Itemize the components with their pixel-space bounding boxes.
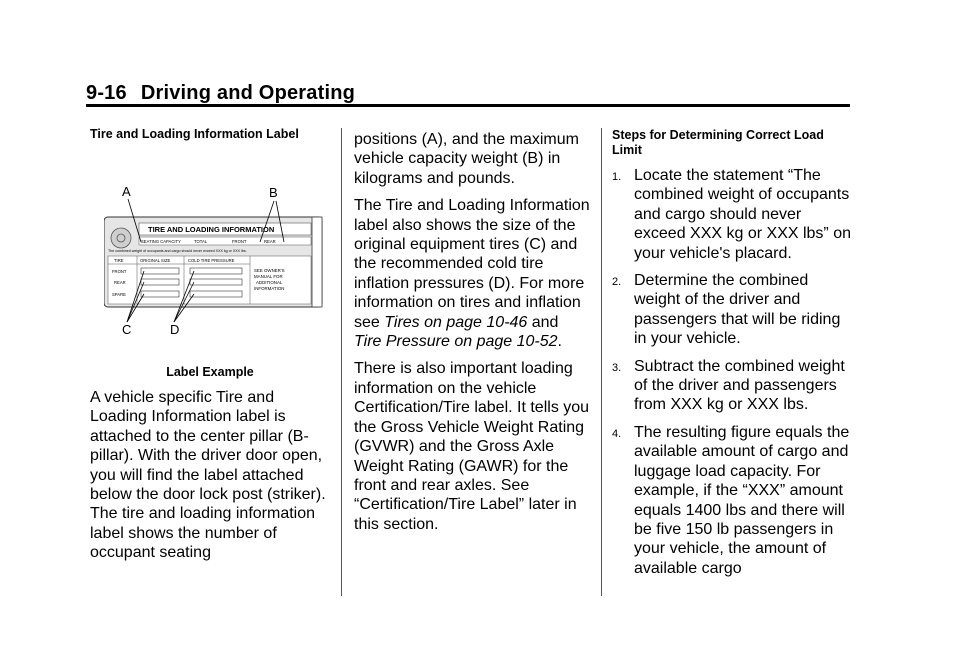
column-3 xyxy=(612,128,852,586)
tire-label-subhead: Tire and Loading Information Label xyxy=(90,127,299,141)
svg-text:TIRE: TIRE xyxy=(114,258,124,263)
column-1 xyxy=(90,127,330,142)
header-rule xyxy=(86,104,850,107)
svg-text:ORIGINAL SIZE: ORIGINAL SIZE xyxy=(140,258,171,263)
tire-label-figure xyxy=(104,180,334,340)
col2-paragraph-2: The Tire and Loading Information label also shows the size of the original equipment tires (C) and the recommended cold tire inflation pressures (D). For more information on tires and inflation see Tires on page 10-46 and Tire Pressure on page 10-52. xyxy=(354,197,590,351)
col2-paragraph-3: There is also important loading information on the vehicle Certification/Tire label. It tells you the Gross Vehicle Weight Rating (GVWR) and the Gross Axle Weight Rating (GAWR) for the front and rear axles. See “Certification/Tire Label” later in this section. xyxy=(354,360,590,533)
label-title: TIRE AND LOADING INFORMATION xyxy=(148,225,275,234)
page-number: 9-16 xyxy=(86,82,127,104)
figure-caption: Label Example xyxy=(166,365,254,379)
svg-text:TOTAL: TOTAL xyxy=(194,239,208,244)
svg-text:ADDITIONAL: ADDITIONAL xyxy=(256,280,283,285)
tires-link[interactable]: Tires on page 10-46 xyxy=(384,313,528,331)
weight-warning: The combined weight of occupants and cargo should never exceed XXX kg or XXX lbs. xyxy=(108,249,247,253)
column-1-body xyxy=(90,388,330,571)
svg-text:COLD TIRE PRESSURE: COLD TIRE PRESSURE xyxy=(188,258,235,263)
svg-text:SEE OWNER'S: SEE OWNER'S xyxy=(254,268,285,273)
svg-text:MANUAL FOR: MANUAL FOR xyxy=(254,274,283,279)
column-2 xyxy=(354,130,590,542)
col2-paragraph-1: positions (A), and the maximum vehicle capacity weight (B) in kilograms and pounds. xyxy=(354,131,579,187)
svg-text:FRONT: FRONT xyxy=(112,269,127,274)
page-header xyxy=(86,82,355,105)
svg-text:INFORMATION: INFORMATION xyxy=(254,286,285,291)
step-item: 2. Determine the combined weight of the driver and passengers that will be riding in your vehicle. xyxy=(612,272,841,348)
tire-pressure-link[interactable]: Tire Pressure on page 10-52 xyxy=(354,333,558,351)
label-edge-strip xyxy=(312,217,322,307)
step-item: 3. Subtract the combined weight of the driver and passengers from XXX kg or XXX lbs. xyxy=(612,357,845,414)
load-limit-subhead: Steps for Determining Correct Load Limit xyxy=(612,128,824,157)
tire-emblem-icon xyxy=(111,228,131,248)
callout-a: A xyxy=(122,184,131,199)
callout-b: B xyxy=(269,185,278,200)
callout-c: C xyxy=(122,322,132,337)
svg-text:SPARE: SPARE xyxy=(112,292,126,297)
callout-d: D xyxy=(170,322,180,337)
step-item: 4. The resulting figure equals the available amount of cargo and luggage load capacity. For example, if the “XXX” amount equals 1400 lbs and there will be five 150 lb passengers in your vehicle, the amount of available cargo xyxy=(612,423,850,577)
load-limit-steps xyxy=(612,166,852,578)
svg-text:FRONT: FRONT xyxy=(232,239,247,244)
svg-text:REAR: REAR xyxy=(114,280,126,285)
step-item: 1. Locate the statement “The combined weight of occupants and cargo should never exceed XXX kg or XXX lbs” on your vehicle's placard. xyxy=(612,167,851,262)
column-divider-1 xyxy=(341,128,342,596)
tire-label-paragraph: A vehicle specific Tire and Loading Information label is attached to the center pillar (B-pillar). With the driver door open, you will find the label attached below the door lock post (striker). The tire and loading information label shows the number of occupant seating xyxy=(90,389,326,562)
seating-capacity: SEATING CAPACITY xyxy=(141,239,181,244)
section-title: Driving and Operating xyxy=(140,82,356,104)
svg-text:REAR: REAR xyxy=(264,239,276,244)
column-divider-2 xyxy=(601,128,602,596)
